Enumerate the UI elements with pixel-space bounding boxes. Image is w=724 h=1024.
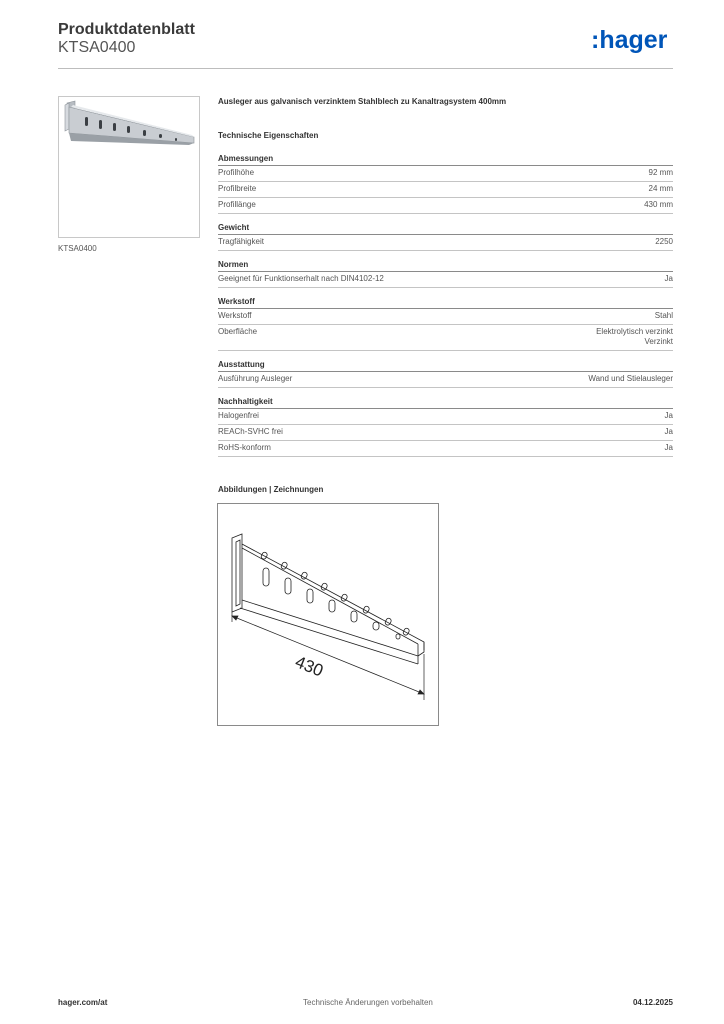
spec-group-equipment: [218, 360, 673, 388]
spec-group-title: Abmessungen: [218, 154, 673, 166]
footer-date: 04.12.2025: [632, 998, 673, 1007]
spec-label: REACh-SVHC frei: [218, 427, 283, 436]
spec-value: 24 mm: [648, 184, 673, 193]
table-row: [218, 425, 673, 441]
table-row: [218, 182, 673, 198]
table-row: [218, 441, 673, 457]
spec-value: Ja: [664, 427, 673, 436]
table-row: [218, 166, 673, 182]
spec-label: Profilhöhe: [218, 168, 255, 177]
spec-group-title: Werkstoff: [218, 297, 673, 309]
bracket-drawing: [218, 504, 438, 725]
spec-group-title: Gewicht: [218, 223, 673, 235]
spec-label: Ausführung Ausleger: [218, 374, 293, 383]
dimension-label: 430: [292, 652, 326, 681]
spec-value: 92 mm: [648, 168, 673, 177]
table-row: [218, 272, 673, 288]
header-divider: [58, 68, 673, 69]
spec-value: Ja: [664, 411, 673, 420]
footer-note: Technische Änderungen vorbehalten: [303, 998, 433, 1007]
photo-caption: KTSA0400: [58, 244, 97, 253]
figures-heading: Abbildungen | Zeichnungen: [218, 485, 324, 494]
table-row: [218, 235, 673, 251]
specifications-table: [218, 154, 673, 466]
table-row: [218, 409, 673, 425]
technical-properties-heading: Technische Eigenschaften: [218, 131, 319, 140]
spec-label: Profilbreite: [218, 184, 257, 193]
product-photo: [58, 96, 200, 238]
technical-drawing: [217, 503, 439, 726]
product-description: Ausleger aus galvanisch verzinktem Stahlblech zu Kanaltragsystem 400mm: [218, 97, 507, 106]
spec-value-line: Elektrolytisch verzinkt: [596, 327, 673, 336]
spec-value-line: Verzinkt: [644, 337, 673, 346]
table-row: [218, 198, 673, 214]
spec-label: Werkstoff: [218, 311, 252, 320]
spec-group-standards: [218, 260, 673, 288]
spec-value: Ja: [664, 274, 673, 283]
spec-group-material: [218, 297, 673, 351]
spec-value: [596, 327, 673, 347]
spec-label: Halogenfrei: [218, 411, 259, 420]
spec-label: Tragfähigkeit: [218, 237, 264, 246]
footer-website[interactable]: hager.com/at: [58, 998, 108, 1007]
table-row: [218, 309, 673, 325]
page-title: Produktdatenblatt: [58, 21, 195, 38]
table-row: [218, 325, 673, 351]
spec-value: 430 mm: [644, 200, 673, 209]
bracket-photo-illustration: [59, 97, 199, 237]
spec-label: RoHS-konform: [218, 443, 271, 452]
hager-logo: [591, 26, 673, 56]
spec-group-weight: [218, 223, 673, 251]
table-row: [218, 372, 673, 388]
spec-value: 2250: [655, 237, 673, 246]
spec-value: Wand und Stielausleger: [588, 374, 673, 383]
spec-group-title: Nachhaltigkeit: [218, 397, 673, 409]
spec-value: Ja: [664, 443, 673, 452]
article-number: KTSA0400: [58, 39, 136, 56]
svg-text::hager: :hager: [591, 26, 668, 54]
spec-group-title: Ausstattung: [218, 360, 673, 372]
spec-label: Oberfläche: [218, 327, 258, 336]
spec-value: Stahl: [654, 311, 673, 320]
spec-group-dimensions: [218, 154, 673, 214]
spec-label: Profillänge: [218, 200, 256, 209]
spec-group-title: Normen: [218, 260, 673, 272]
spec-label: Geeignet für Funktionserhalt nach DIN4102-12: [218, 274, 384, 283]
spec-group-sustainability: [218, 397, 673, 457]
